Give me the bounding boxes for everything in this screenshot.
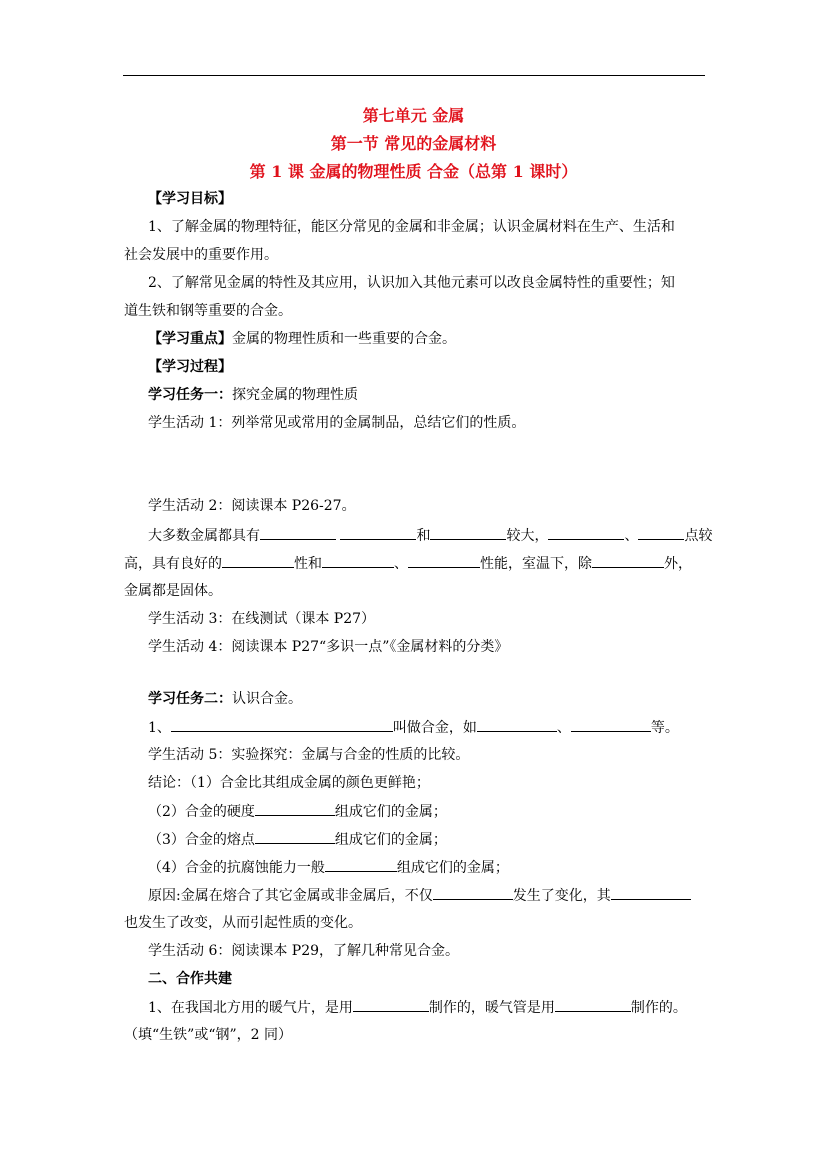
conclusion-4 (148, 858, 509, 877)
reason-line-1 (148, 886, 691, 905)
question-1-text-c: 制作的。 (630, 1000, 687, 1016)
conclusion-2-text-a: （2）合金的硬度 (148, 804, 255, 820)
blank-field[interactable] (171, 718, 393, 732)
fill-2-text-b: 性和 (294, 556, 322, 572)
activity-2: 学生活动 2：阅读课本 P26-27。 (148, 498, 356, 514)
alloy-text-b: 叫做合金，如 (392, 720, 477, 736)
blank-field[interactable] (260, 526, 336, 540)
fill-2-text-c: 、 (394, 556, 408, 572)
fill-1-text-d: 、 (624, 528, 639, 544)
fill-line-3: 金属都是固体。 (124, 583, 222, 599)
reason-text-b: 发生了变化，其 (512, 888, 611, 904)
blank-field[interactable] (353, 998, 429, 1012)
blank-field[interactable] (340, 526, 416, 540)
blank-field[interactable] (638, 526, 684, 540)
fill-1-text-a: 大多数金属都具有 (148, 528, 260, 544)
blank-field[interactable] (325, 858, 397, 872)
objective-2-line-1: 2、了解常见金属的特性及其应用，认识加入其他元素可以改良金属特性的重要性；知 (148, 275, 675, 291)
objective-2-line-2: 道生铁和钢等重要的合金。 (124, 303, 292, 319)
blank-field[interactable] (571, 718, 651, 732)
fill-1-text-b: 和 (416, 528, 431, 544)
fill-line-2 (124, 554, 692, 573)
conclusion-2 (148, 802, 447, 821)
lesson-title: 第 1 课 金属的物理性质 合金（总第 1 课时） (249, 162, 578, 181)
conclusion-3 (148, 830, 447, 849)
alloy-text-c: 、 (556, 720, 571, 736)
focus-text: 金属的物理性质和一些重要的合金。 (232, 331, 456, 347)
fill-2-text-d: 性能，室温下，除 (480, 556, 592, 572)
conclusion-4-text-b: 组成它们的金属； (396, 860, 509, 876)
activity-4: 学生活动 4：阅读课本 P27“多识一点”《金属材料的分类》 (148, 639, 509, 655)
fill-1-text-e: 点较 (684, 528, 713, 544)
blank-field[interactable] (408, 554, 480, 568)
blank-field[interactable] (255, 830, 335, 844)
conclusion-3-text-b: 组成它们的金属； (334, 832, 447, 848)
task-2-line (148, 690, 302, 708)
activity-1: 学生活动 1：列举常见或常用的金属制品，总结它们的性质。 (148, 415, 526, 431)
question-1-note: （填“生铁”或“钢”，2 同） (124, 1027, 292, 1043)
blank-field[interactable] (222, 554, 294, 568)
blank-field[interactable] (430, 526, 506, 540)
blank-field[interactable] (555, 998, 631, 1012)
conclusion-2-text-b: 组成它们的金属； (334, 804, 447, 820)
process-heading: 【学习过程】 (148, 359, 232, 375)
question-1-text-b: 制作的，暖气管是用 (428, 1000, 555, 1016)
section-title: 第一节 常见的金属材料 (330, 134, 497, 153)
alloy-definition-line (148, 718, 679, 737)
conclusion-4-text-a: （4）合金的抗腐蚀能力一般 (148, 860, 325, 876)
conclusion-1: 结论：（1）合金比其组成金属的颜色更鲜艳； (148, 775, 430, 791)
blank-field[interactable] (548, 526, 624, 540)
question-1-line (148, 998, 687, 1017)
unit-title: 第七单元 金属 (362, 106, 465, 125)
alloy-text-a: 1、 (148, 720, 171, 736)
task-1-line (148, 386, 358, 404)
task-2-text: 认识合金。 (232, 691, 302, 707)
objective-1-line-1: 1、了解金属的物理特征，能区分常见的金属和非金属；认识金属材料在生产、生活和 (148, 219, 675, 235)
blank-field[interactable] (477, 718, 557, 732)
task-1-text: 探究金属的物理性质 (232, 387, 358, 403)
focus-line (148, 330, 456, 348)
activity-6: 学生活动 6：阅读课本 P29，了解几种常见合金。 (148, 943, 460, 959)
fill-2-text-e: 外， (664, 556, 692, 572)
objectives-heading: 【学习目标】 (148, 191, 232, 207)
reason-line-2: 也发生了改变，从而引起性质的变化。 (124, 915, 362, 931)
blank-field[interactable] (611, 886, 691, 900)
task-2-label: 学习任务二： (148, 691, 232, 707)
activity-3: 学生活动 3：在线测试（课本 P27） (148, 611, 376, 627)
alloy-text-d: 等。 (650, 720, 679, 736)
activity-5: 学生活动 5：实验探究：金属与合金的性质的比较。 (148, 747, 470, 763)
header-rule (123, 75, 705, 76)
fill-1-text-c: 较大， (506, 528, 549, 544)
fill-2-text-a: 高，具有良好的 (124, 556, 222, 572)
focus-heading: 【学习重点】 (148, 331, 232, 347)
blank-field[interactable] (592, 554, 664, 568)
question-1-text-a: 1、在我国北方用的暖气片，是用 (148, 1000, 353, 1016)
blank-field[interactable] (433, 886, 513, 900)
task-1-label: 学习任务一： (148, 387, 232, 403)
objective-1-line-2: 社会发展中的重要作用。 (124, 247, 278, 263)
cooperation-heading: 二、合作共建 (148, 971, 232, 987)
reason-text-a: 原因:金属在熔合了其它金属或非金属后，不仅 (148, 888, 433, 904)
fill-line-1 (148, 526, 712, 545)
blank-field[interactable] (255, 802, 335, 816)
blank-field[interactable] (322, 554, 394, 568)
conclusion-3-text-a: （3）合金的熔点 (148, 832, 255, 848)
